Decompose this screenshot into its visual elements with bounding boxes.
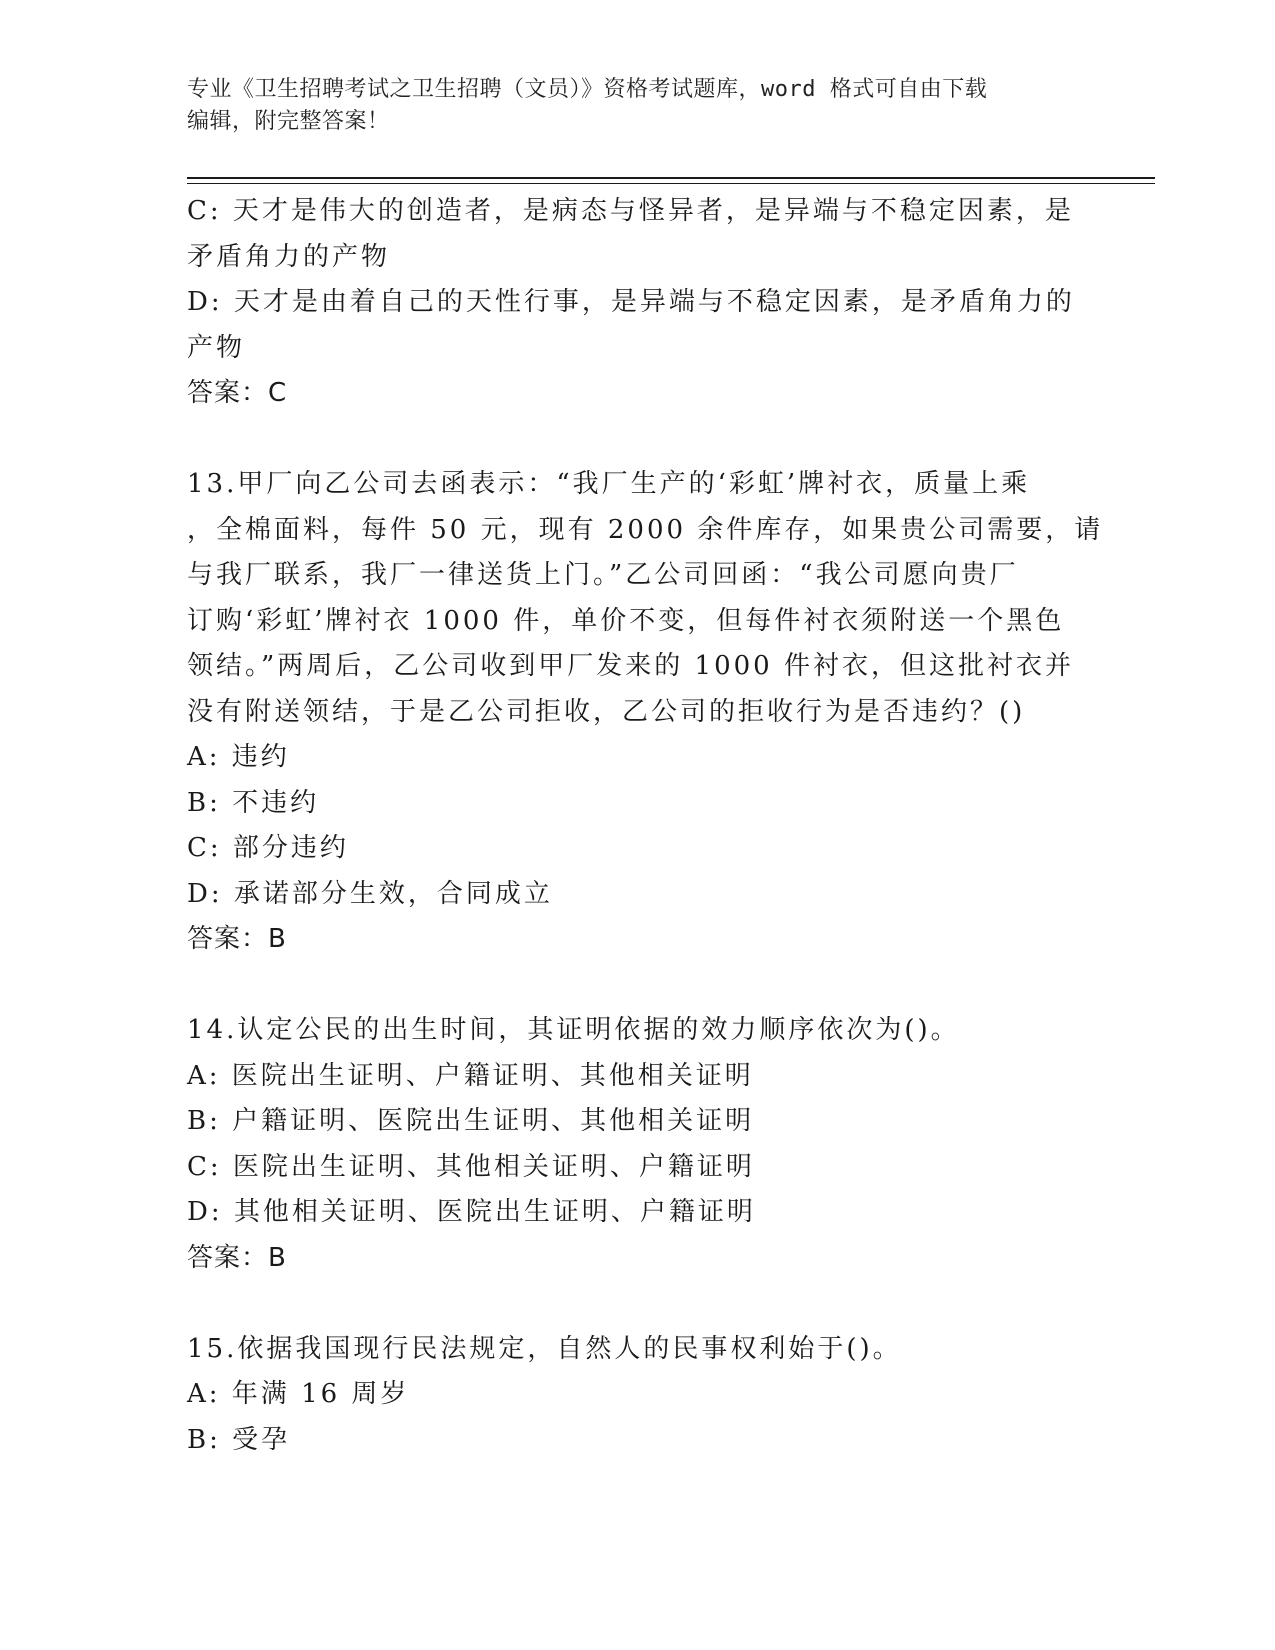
option-c-line-2: 矛盾角力的产物 — [187, 241, 391, 272]
question-stem-line: 13.甲厂向乙公司去函表示：“我厂生产的‘彩虹’牌衬衣，质量上乘 — [187, 469, 1031, 499]
answer-line: 答案：B — [187, 1242, 287, 1273]
question-stem-line: ，全棉面料，每件 50 元，现有 2000 余件库存，如果贵公司需要，请 — [187, 514, 1104, 545]
option-b: B: 不违约 — [187, 787, 320, 818]
answer-line: 答案：C — [187, 378, 288, 408]
question-stem-line: 没有附送领结，于是乙公司拒收，乙公司的拒收行为是否违约？() — [187, 696, 1026, 727]
question-13 — [187, 462, 1104, 963]
option-b: B: 受孕 — [187, 1424, 291, 1455]
option-d-line-2: 产物 — [187, 332, 246, 363]
answer-line: 答案：B — [187, 924, 287, 954]
option-d: D: 其他相关证明、医院出生证明、户籍证明 — [187, 1197, 756, 1227]
spacer — [187, 417, 1087, 463]
question-14 — [187, 1008, 1087, 1281]
question-stem-line: 领结。”两周后，乙公司收到甲厂发来的 1000 件衬衣，但这批衬衣并 — [187, 651, 1074, 681]
option-b: B: 户籍证明、医院出生证明、其他相关证明 — [187, 1106, 755, 1136]
option-d: D: 承诺部分生效，合同成立 — [187, 878, 553, 909]
option-c: C: 部分违约 — [187, 833, 349, 863]
document-header — [187, 74, 1067, 138]
header-divider-thick — [187, 177, 1155, 179]
option-a: A: 医院出生证明、户籍证明、其他相关证明 — [187, 1060, 754, 1091]
question-stem-line: 订购‘彩虹’牌衬衣 1000 件，单价不变，但每件衬衣须附送一个黑色 — [187, 605, 1065, 636]
question-stem-line: 15.依据我国现行民法规定，自然人的民事权利始于()。 — [187, 1333, 902, 1364]
option-d-line-1: D: 天才是由着自己的天性行事，是异端与不稳定因素，是矛盾角力的 — [187, 287, 1075, 317]
option-c: C: 医院出生证明、其他相关证明、户籍证明 — [187, 1151, 755, 1182]
option-a: A: 违约 — [187, 742, 290, 772]
header-divider-thin — [187, 183, 1155, 184]
question-15 — [187, 1327, 1087, 1464]
spacer — [187, 963, 1087, 1009]
question-stem-line: 14.认定公民的出生时间，其证明依据的效力顺序依次为()。 — [187, 1015, 960, 1045]
spacer — [187, 1281, 1087, 1327]
option-c-line-1: C: 天才是伟大的创造者，是病态与怪异者，是异端与不稳定因素，是 — [187, 196, 1074, 226]
question-12-tail — [187, 189, 1087, 417]
header-line-1: 专业《卫生招聘考试之卫生招聘（文员）》资格考试题库，word 格式可自由下载 — [187, 77, 988, 102]
option-a: A: 年满 16 周岁 — [187, 1379, 410, 1409]
question-stem-line: 与我厂联系，我厂一律送货上门。”乙公司回函：“我公司愿向贵厂 — [187, 560, 1019, 590]
question-content — [187, 189, 1104, 1463]
header-line-2: 编辑，附完整答案！ — [187, 109, 390, 134]
